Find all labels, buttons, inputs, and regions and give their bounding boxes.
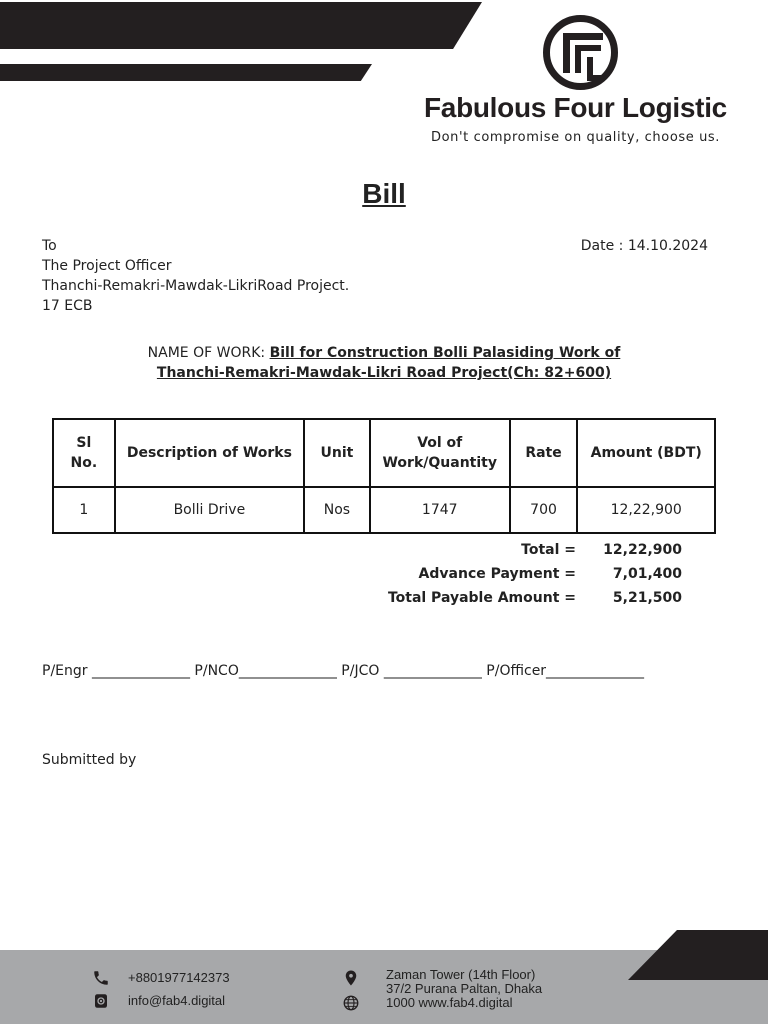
- col-header-amount: Amount (BDT): [577, 419, 715, 487]
- recipient-address: [42, 236, 349, 316]
- col-header-rate: Rate: [510, 419, 578, 487]
- work-title-line1: Bill for Construction Bolli Palasiding Work of: [269, 345, 621, 361]
- cell-quantity: 1747: [370, 487, 510, 533]
- col-header-description: Description of Works: [115, 419, 304, 487]
- company-name: Fabulous Four Logistic: [424, 92, 727, 123]
- document-title: Bill: [362, 178, 406, 209]
- globe-icon: [342, 994, 360, 1012]
- advance-payment-label: Advance Payment =: [418, 566, 576, 582]
- header-bar-bottom: [0, 64, 372, 81]
- footer-email: info@fab4.digital: [128, 993, 226, 1008]
- phone-icon: [92, 969, 110, 987]
- footer-address-line3: 1000 www.fab4.digital: [386, 995, 513, 1010]
- col-header-quantity: [370, 419, 510, 487]
- footer-address-line2: 37/2 Purana Paltan, Dhaka: [386, 981, 543, 996]
- bill-table: [52, 418, 716, 534]
- address-line: 17 ECB: [42, 298, 93, 314]
- work-title-line2: Thanchi-Remakri-Mawdak-Likri Road Project(Ch: 82+600): [156, 365, 612, 381]
- table-header-row: [53, 419, 715, 487]
- footer-phone: +8801977142373: [128, 970, 230, 985]
- address-line: The Project Officer: [42, 258, 172, 274]
- address-line: Thanchi-Remakri-Mawdak-LikriRoad Project.: [42, 278, 350, 294]
- company-logo-icon: [543, 15, 618, 90]
- total-label: Total =: [521, 542, 576, 558]
- email-icon: [92, 992, 110, 1010]
- cell-sl-no: 1: [53, 487, 115, 533]
- header-text: Vol of Work/Quantity: [382, 435, 497, 471]
- company-tagline: Don't compromise on quality, choose us.: [431, 130, 721, 145]
- submitted-by: Submitted by: [42, 752, 137, 768]
- table-row: [53, 487, 715, 533]
- col-header-unit: Unit: [304, 419, 370, 487]
- cell-unit: Nos: [304, 487, 370, 533]
- totals-values: [600, 538, 682, 610]
- cell-description: Bolli Drive: [115, 487, 304, 533]
- total-payable-value: 5,21,500: [612, 590, 682, 606]
- work-prefix: NAME OF WORK:: [147, 345, 270, 361]
- total-value: 12,22,900: [603, 542, 682, 558]
- cell-amount: 12,22,900: [577, 487, 715, 533]
- total-payable-label: Total Payable Amount =: [387, 590, 576, 606]
- address-line: To: [42, 238, 57, 254]
- bill-date: Date : 14.10.2024: [580, 238, 708, 254]
- header-text: Sl No.: [70, 435, 98, 471]
- totals-labels: [388, 538, 576, 610]
- footer-address-line1: Zaman Tower (14th Floor): [386, 967, 536, 982]
- advance-payment-value: 7,01,400: [612, 566, 682, 582]
- col-header-sl-no: [53, 419, 115, 487]
- name-of-work: [0, 343, 768, 383]
- cell-rate: 700: [510, 487, 578, 533]
- location-pin-icon: [342, 969, 360, 987]
- header-bar-top: [0, 2, 482, 49]
- signature-line: P/Engr ______________ P/NCO______________ P/JCO ______________ P/Officer______________: [42, 663, 645, 679]
